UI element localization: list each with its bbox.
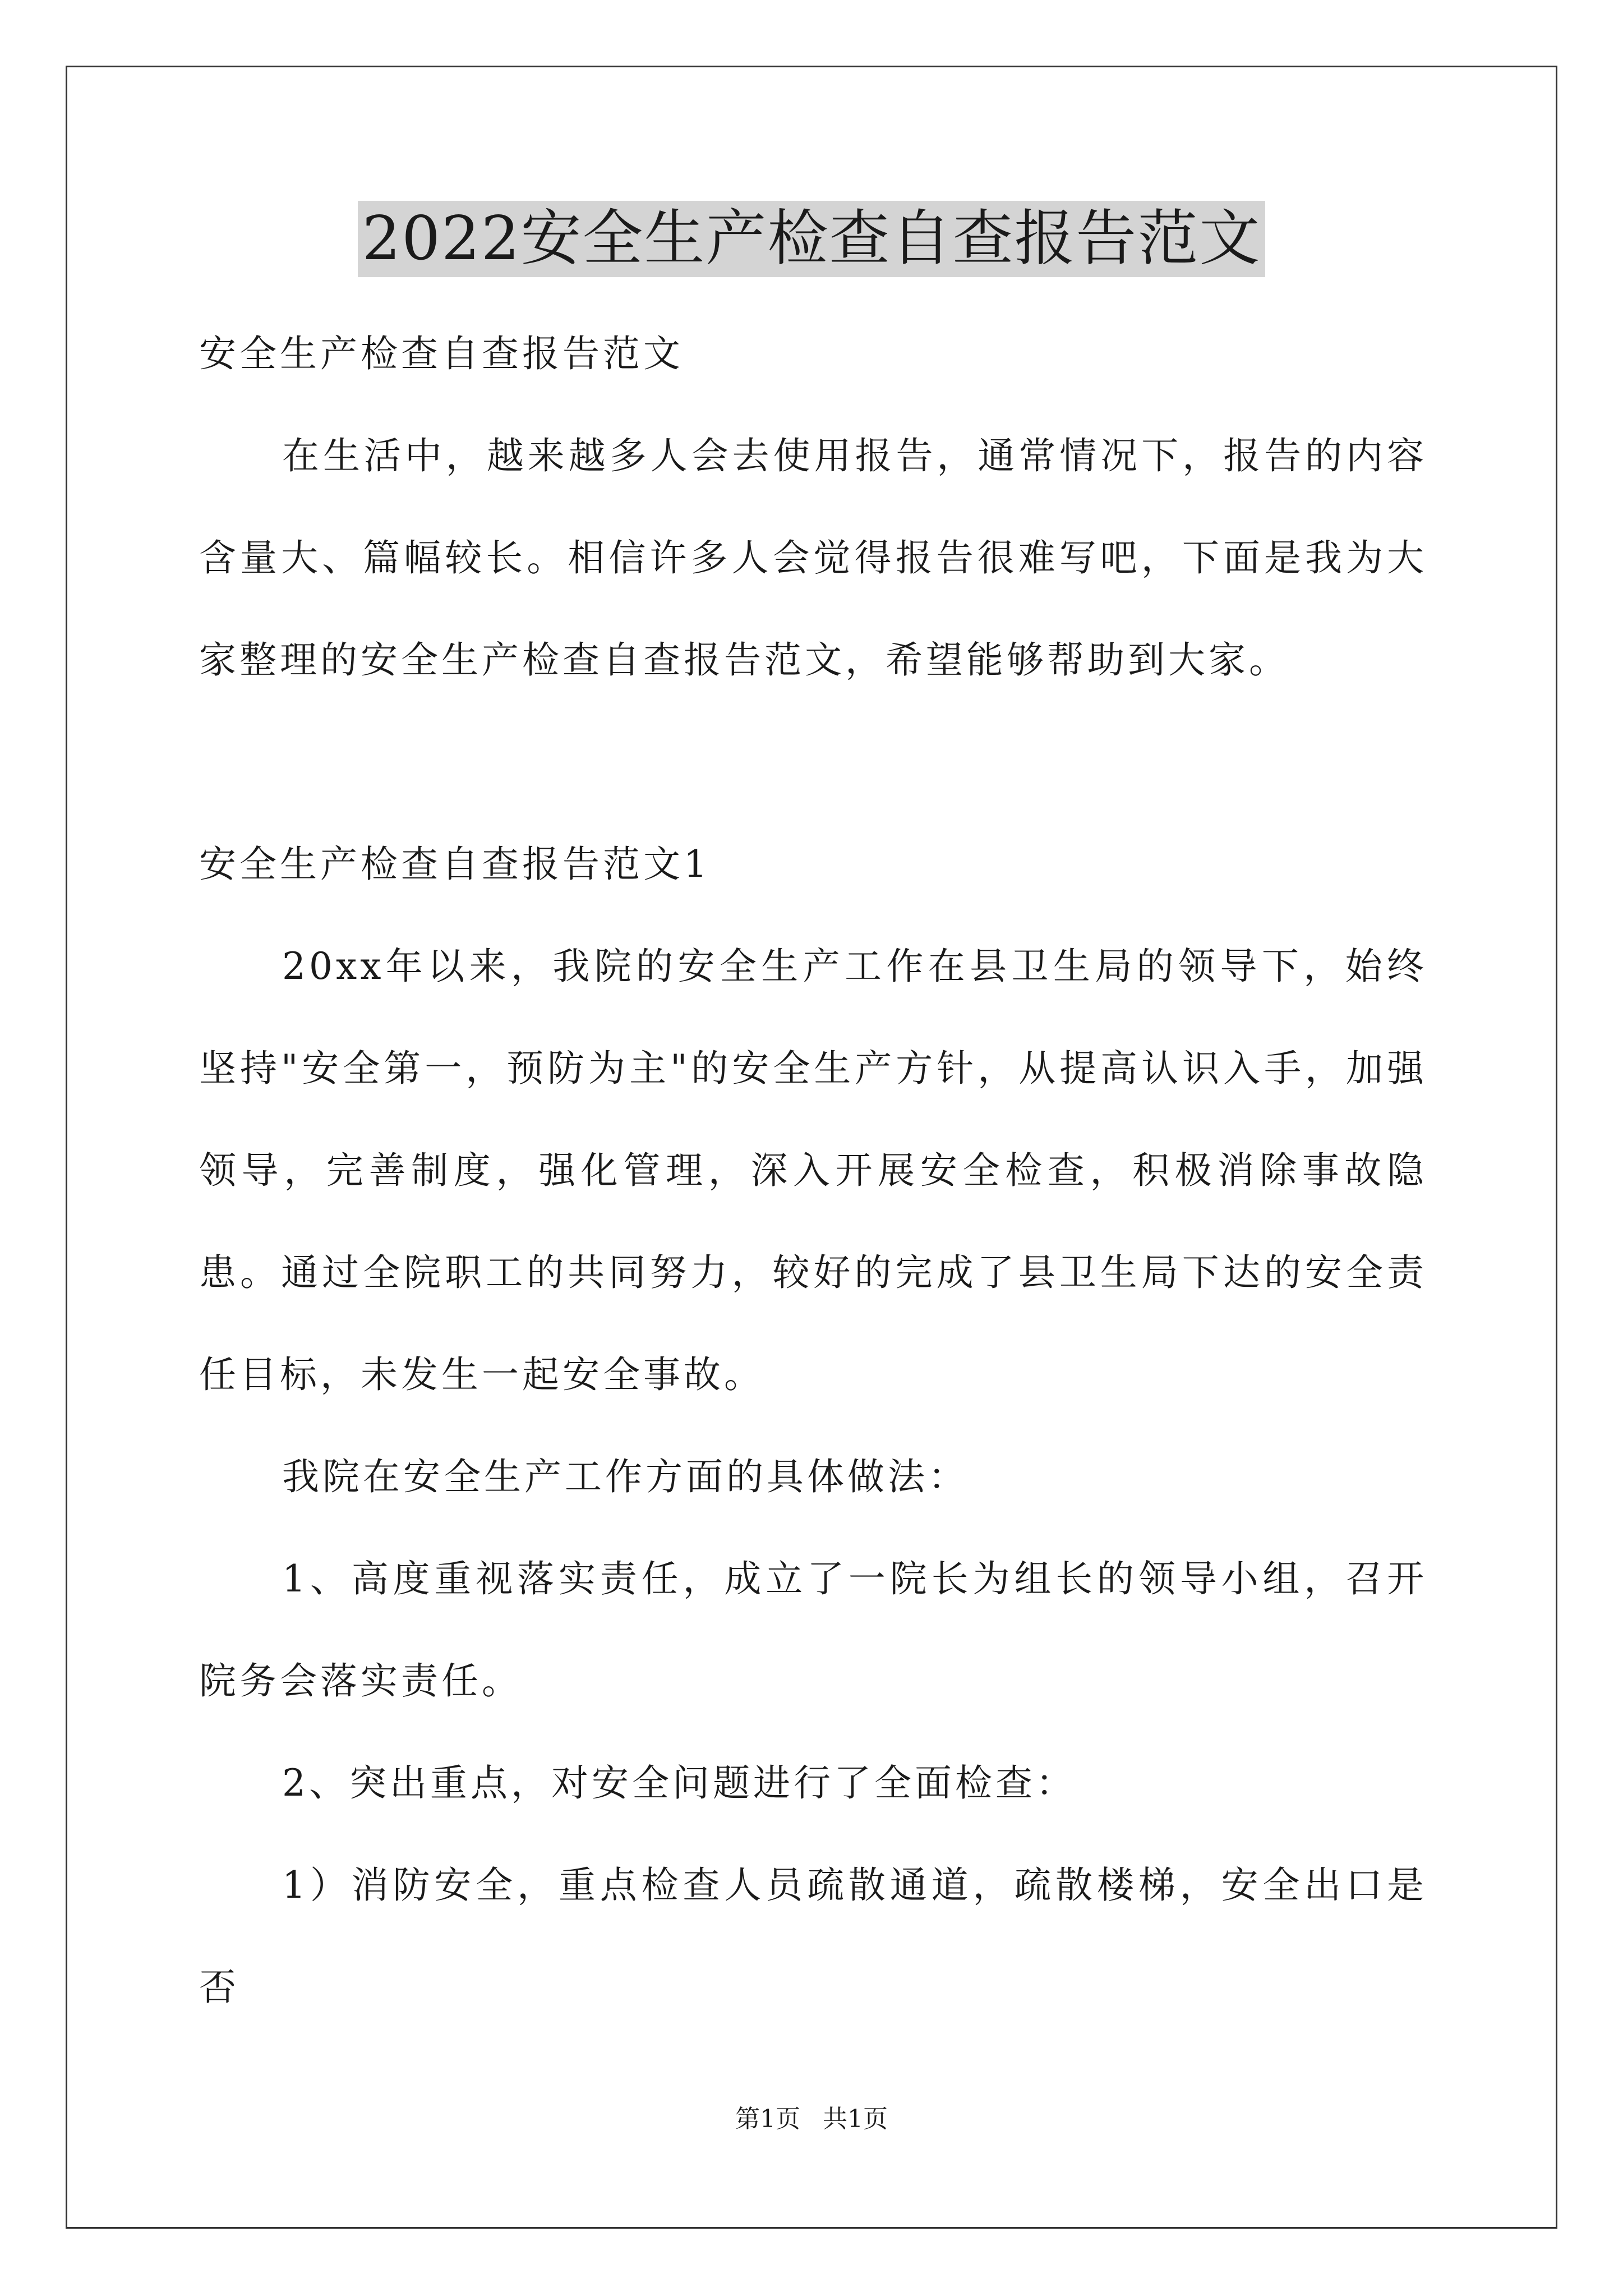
page-total: 共1页 — [823, 2105, 888, 2133]
list-item: 2、突出重点，对安全问题进行了全面检查： — [282, 1761, 1076, 1805]
list-item: 1、高度重视落实责任，成立了一院长为组长的领导小组，召开院务会落实责任。 — [199, 1557, 1427, 1703]
body-paragraph: 20xx年以来，我院的安全生产工作在县卫生局的领导下，始终坚持"安全第一，预防为主"的安全生产方针，从提高认识入手，加强领导，完善制度，强化管理，深入开展安全检查，积极消除事故隐患。通过全院职工的共同努力，较好的完成了县卫生局下达的安全责任目标，未发生一起安全事故。 — [199, 945, 1427, 1396]
document-body — [199, 303, 1427, 2039]
page-number: 第1页 — [735, 2105, 800, 2133]
document-title: 2022安全生产检查自查报告范文 — [358, 201, 1266, 277]
list-item: 1）消防安全，重点检查人员疏散通道，疏散楼梯，安全出口是否 — [199, 1864, 1427, 2009]
body-paragraph: 我院在安全生产工作方面的具体做法： — [282, 1455, 969, 1498]
title-container — [0, 201, 1623, 277]
blank-line — [199, 711, 1427, 813]
section-heading: 安全生产检查自查报告范文1 — [199, 843, 711, 886]
intro-paragraph: 在生活中，越来越多人会去使用报告，通常情况下，报告的内容含量大、篇幅较长。相信许多人会觉得报告很难写吧，下面是我为大家整理的安全生产检查自查报告范文，希望能够帮助到大家。 — [199, 434, 1427, 682]
subtitle-line: 安全生产检查自查报告范文 — [199, 332, 684, 375]
page-footer — [0, 2102, 1623, 2136]
